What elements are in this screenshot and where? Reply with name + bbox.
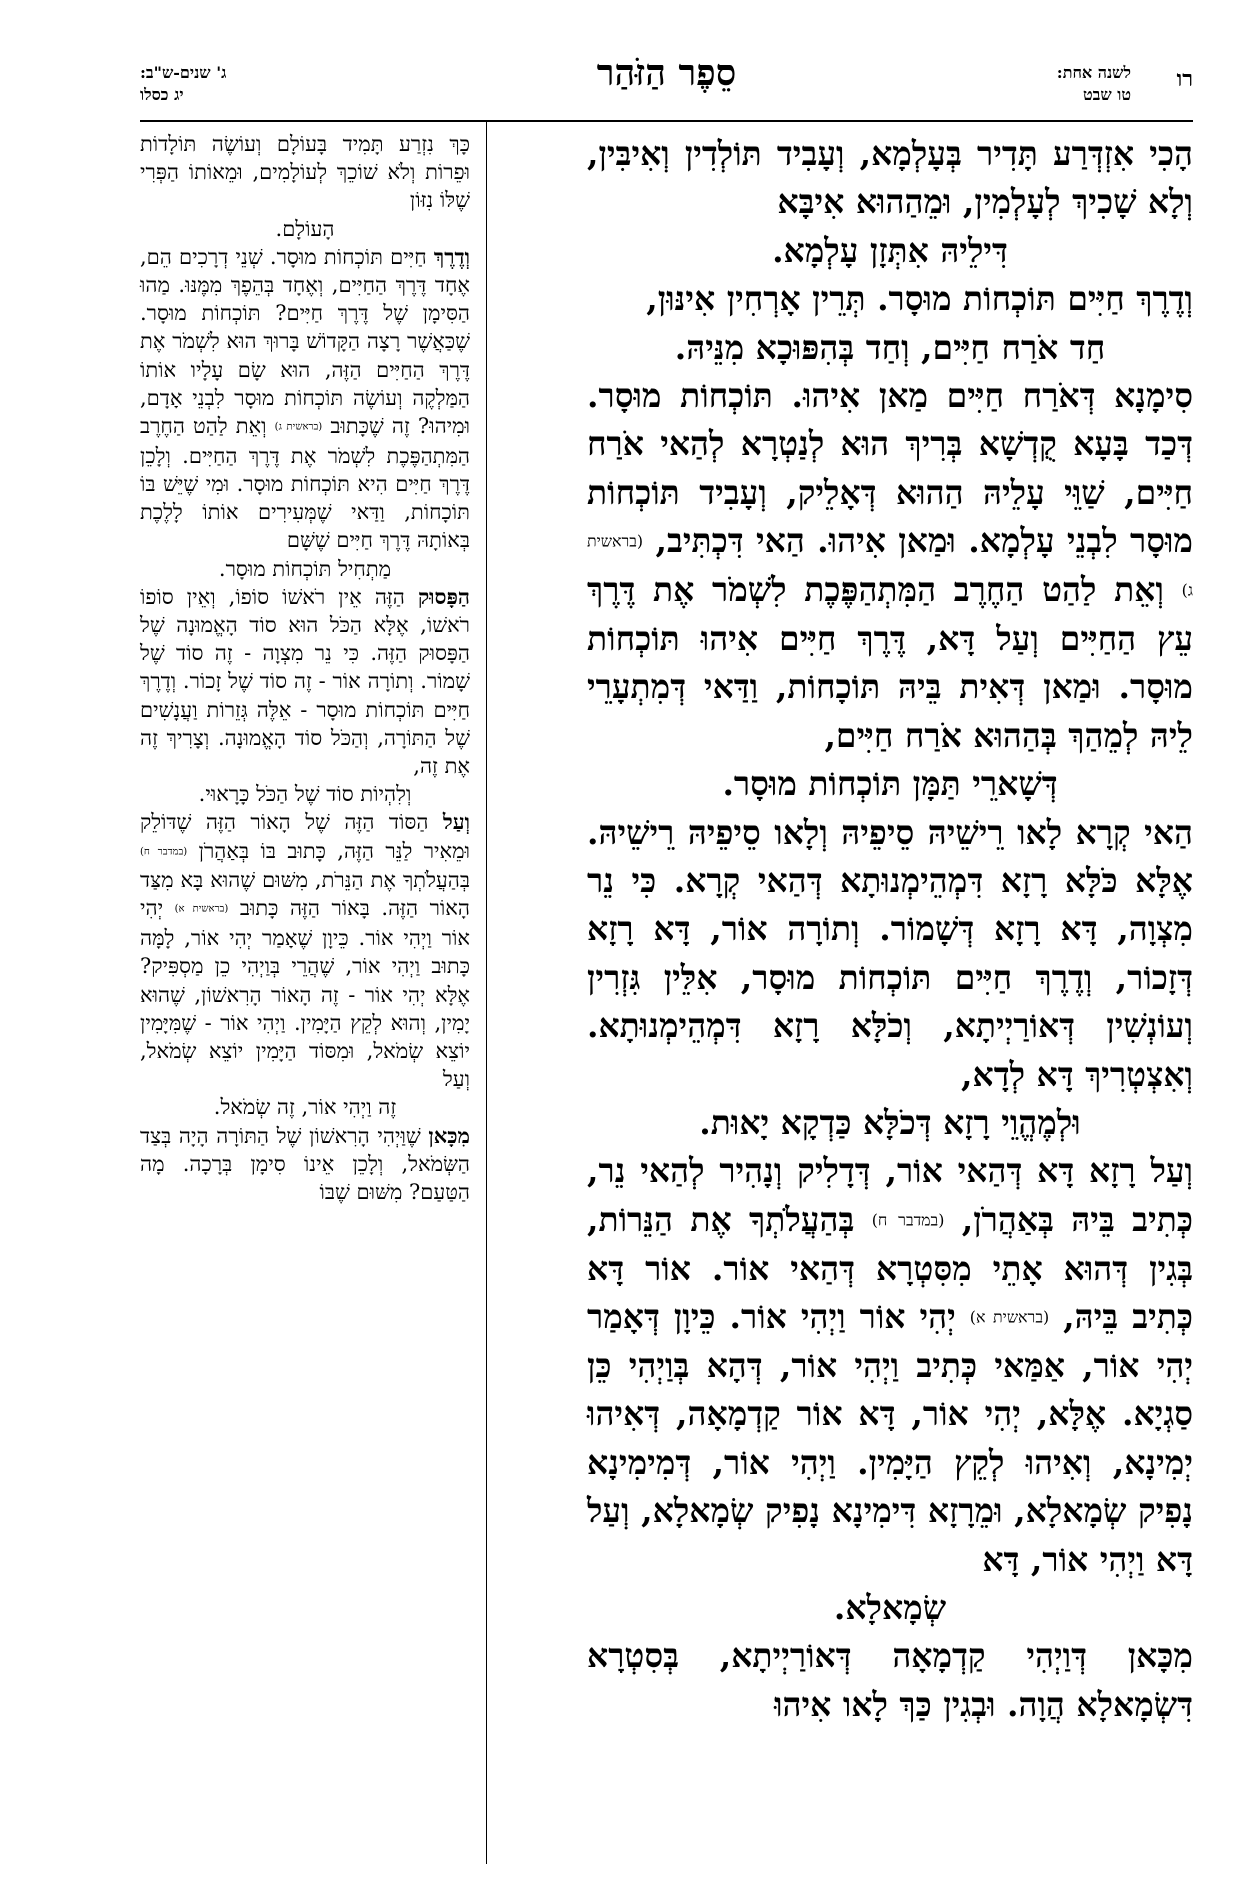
side-paragraph-1-end: הָעוֹלָם. [275,216,335,241]
verse-reference: (בראשית א) [174,903,229,915]
main-paragraph-1-end: דִּילֵיהּ אִתְּזָן עָלְמָא. [772,230,1008,270]
side-paragraph-2-end: מַתְחִיל תּוֹכְחוֹת מוּסָר. [218,556,392,581]
main-paragraph-4: הַאי קְרָא לָאו רֵישֵׁיהּ סֵיפֵיהּ וְלָאו סֵיפֵיהּ רֵישֵׁיהּ. אֶלָּא כֹּלָּא רָזָא דִּמְהֵימְנוּתָא דְּהַאי קְרָא. כִּי נֵר מִצְוָה, דָּא רָזָא דְּשָׁמוֹר. וְתוֹרָה אוֹר, דָּא רָזָא דְּזָכוֹר, וְדֶרֶךְ חַיִּים תּוֹכְחוֹת מוּסָר, אִלֵּין גִּזְרִין וְעוֹנְשִׁין דְּאוֹרַיְיתָא, וְכֹלָּא רָזָא דִּמְהֵימְנוּתָא. וְאִצְטְרִיךְ דָּא לְדָא, [587,812,1193,1094]
page-header [140,52,1193,122]
paragraph-lead-word: וְעַל [1150,1151,1193,1191]
schedule-date-right: טו שבט [1082,85,1131,104]
schedule-one-year: לשנה אחת: [1056,63,1131,82]
header-divider [140,120,1193,122]
hebrew-translation-column [140,130,470,1206]
paragraph-lead-word: וְדֶרֶךְ [1136,279,1193,319]
verse-reference: (בראשית ג) [587,531,1193,600]
paragraph-lead-word: הַפָּסוּק [417,583,470,609]
side-paragraph-5: מִכָּאן שֶׁוַּיְהִי הָרִאשׁוֹן שֶׁל הַתּוֹרָה הָיָה בְּצַד הַשְּׂמֹאל, וְלָכֵן אֵינוֹ סִימָן בְּרָכָה. מָה הַטַּעַם? מִשּׁוּם שֶׁבּוֹ [140,1122,470,1204]
paragraph-lead-word: וְדֶרֶךְ [433,243,470,269]
verse-reference: (במדבר ח) [871,1210,945,1230]
paragraph-lead-word: מִכָּאן [1127,1636,1193,1676]
main-paragraph-3: סִימָנָא דְּאֹרַח חַיִּים מַאן אִיהוּ. תּוֹכְחוֹת מוּסָר. דְּכַד בָּעָא קֻדְשָׁא בְּרִיךְ הוּא לְנַטְרָא לְהַאי אֹרַח חַיִּים, שַׁוֵּי עָלֵיהּ הַהוּא דְּאָלֵיק, וְעָבִיד תּוֹכְחוֹת מוּסָר לִבְנֵי עָלְמָא. וּמַאן אִיהוּ. הַאי דִּכְתִּיב, (בראשית ג) וְאֵת לַהַט הַחֶרֶב הַמִּתְהַפֶּכֶת לִשְׁמֹר אֶת דֶּרֶךְ עֵץ הַחַיִּים וְעַל דָּא, דֶּרֶךְ חַיִּים אִיהוּ תּוֹכְחוֹת מוּסָר. וּמַאן דְּאִית בֵּיהּ תּוֹכָחוֹת, וַדַּאי דְּמִתְעָרֵי לֵיהּ לְמֵהַךְ בְּהַהוּא אֹרַח חַיִּים, [587,376,1193,755]
main-paragraph-3-end: דְּשָׁארֵי תַּמָּן תּוֹכְחוֹת מוּסָר. [722,764,1058,804]
main-paragraph-6: מִכָּאן דְּוַיְהִי קַדְמָאָה דְּאוֹרַיְיתָא, בְּסִטְרָא דִּשְׂמָאלָא הֲוָה. וּבְגִין כַּךְ לָאו אִיהוּ [587,1636,1193,1724]
verse-reference: (בראשית ג) [274,421,323,433]
side-paragraph-1: כָּךְ נִזְרַע תָּמִיד בָּעוֹלָם וְעוֹשֶׂה תּוֹלָדוֹת וּפֵרוֹת וְלֹא שׁוֹכֵךְ לְעוֹלָמִים, וּמֵאוֹתוֹ הַפְּרִי שֶׁלּוֹ נִזּוֹן [140,132,470,213]
main-paragraph-5: וְעַל רָזָא דָּא דְּהַאי אוֹר, דְּדָלִיק וְנָהִיר לְהַאי נֵר, כְּתִיב בֵּיהּ בְּאַהֲרֹן, (במדבר ח) בְּהַעֲלֹתְךָ אֶת הַנֵּרוֹת, בְּגִין דְּהוּא אָתֵי מִסִּטְרָא דְּהַאי אוֹר. אוֹר דָּא כְּתִיב בֵּיהּ, (בראשית א) יְהִי אוֹר וַיְהִי אוֹר. כֵּיוָן דְּאָמַר יְהִי אוֹר, אַמַּאי כְּתִיב וַיְהִי אוֹר, דְּהָא בְּוַיְהִי כֵּן סַגְיָא. אֶלָּא, יְהִי אוֹר, דָּא אוֹר קַדְמָאָה, דְּאִיהוּ יְמִינָא, וְאִיהוּ לְקֵץ הַיָּמִין. וַיְהִי אוֹר, דְּמִימִינָא נָפִיק שְׂמָאלָא, וּמֵרָזָא דִּימִינָא נָפִיק שְׂמָאלָא, וְעַל דָּא וַיְהִי אוֹר, דָּא [587,1151,1194,1579]
verse-reference: (במדבר ח) [140,846,188,858]
side-paragraph-2: וְדֶרֶךְ חַיִּים תּוֹכְחוֹת מוּסָר. שְׁנֵי דְרָכִים הֵם, אֶחָד דֶּרֶךְ הַחַיִּים, וְאֶחָד בְּהֵפֶךְ מִמֶּנּוּ. מַהוּ הַסִּימָן שֶׁל דֶּרֶךְ חַיִּים? תּוֹכְחוֹת מוּסָר. שֶׁכַּאֲשֶׁר רָצָה הַקָּדוֹשׁ בָּרוּךְ הוּא לִשְׁמֹר אֶת דֶּרֶךְ הַחַיִּים הַזֶּה, הוּא שָׂם עָלָיו אוֹתוֹ הַמַּלְקֶה וְעוֹשֶׂה תּוֹכְחוֹת מוּסָר לִבְנֵי אָדָם, וּמִיהוּ? זֶה שֶׁכָּתוּב (בראשית ג) וְאֵת לַהַט הַחֶרֶב הַמִּתְהַפֶּכֶת לִשְׁמֹר אֶת דֶּרֶךְ הַחַיִּים. וְלָכֵן דֶּרֶךְ חַיִּים הִיא תּוֹכְחוֹת מוּסָר. וּמִי שֶׁיֵּשׁ בּוֹ תּוֹכָחוֹת, וַדַּאי שֶׁמְּעִירִים אוֹתוֹ לָלֶכֶת בְּאוֹתָהּ דֶּרֶךְ חַיִּים שֶׁשָּׁם [140,243,470,553]
main-paragraph-1: הָכִי אִזְדְּרַע תָּדִיר בְּעָלְמָא, וְעָבִיד תּוֹלְדִין וְאִיבִּין, וְלָא שָׁכִיךְ לְעָלְמִין, וּמֵהַהוּא אִיבָּא [587,134,1193,222]
schedule-date-left: יג כסלו [140,85,184,104]
main-paragraph-2-end: חַד אֹרַח חַיִּים, וְחַד בְּהִפּוּכָא מִנֵּיהּ. [674,327,1106,367]
book-title: סֵפֶר הַזֹּהַר [596,52,737,94]
aramaic-main-column [587,130,1193,1729]
verse-reference: (בראשית א) [969,1307,1050,1327]
main-paragraph-2: וְדֶרֶךְ חַיִּים תּוֹכְחוֹת מוּסָר. תְּרֵין אָרְחִין אִינּוּן, [646,279,1193,319]
paragraph-lead-word: הַאי [1144,812,1193,852]
side-paragraph-4-end: זֶה וַיְהִי אוֹר, זֶה שְׂמֹאל. [213,1095,397,1120]
side-paragraph-4: וְעַל הַסּוֹד הַזֶּה שֶׁל הָאוֹר הַזֶּה שֶׁדּוֹלֵק וּמֵאִיר לַנֵּר הַזֶּה, כָּתוּב בּוֹ בְּאַהֲרֹן (במדבר ח) בְּהַעֲלֹתְךָ אֶת הַנֵּרֹת, מִשּׁוּם שֶׁהוּא בָּא מִצַּד הָאוֹר הַזֶּה. בָּאוֹר הַזֶּה כָּתוּב (בראשית א) יְהִי אוֹר וַיְהִי אוֹר. כֵּיוָן שֶׁאָמַר יְהִי אוֹר, לָמָּה כָּתוּב וַיְהִי אוֹר, שֶׁהֲרֵי בְּוַיְהִי כֵן מַסְפִּיק? אֶלָּא יְהִי אוֹר - זֶה הָאוֹר הָרִאשׁוֹן, שֶׁהוּא יָמִין, וְהוּא לְקֵץ הַיָּמִין. וַיְהִי אוֹר - שֶׁמִּיָּמִין יוֹצֵא שְׂמֹאל, וּמִסּוֹד הַיָּמִין יוֹצֵא שְׂמֹאל, וְעַל [140,809,470,1092]
page-number: רו [1176,66,1193,92]
schedule-three-year: ג' שנים-ש"ב: [140,63,227,82]
paragraph-lead-word: וְעַל [442,809,470,835]
main-paragraph-4-end: וּלְמֶהֱוֵי רָזָא דְּכֹלָּא כַּדְקָא יָאוּת. [699,1103,1081,1143]
paragraph-lead-word: מִכָּאן [428,1122,470,1148]
study-schedule-left [140,62,226,106]
column-divider [486,120,487,1864]
side-paragraph-3-end: וְלִהְיוֹת סוֹד שֶׁל הַכֹּל כָּרָאוּי. [198,782,412,807]
main-paragraph-5-end: שְׂמָאלָא. [833,1588,947,1628]
side-paragraph-3: הַפָּסוּק הַזֶּה אֵין רֹאשׁוֹ סוֹפוֹ, וְאֵין סוֹפוֹ רֹאשׁוֹ, אֶלָּא הַכֹּל הוּא סוֹד הָאֱמוּנָה שֶׁל הַפָּסוּק הַזֶּה. כִּי נֵר מִצְוָה - זֶה סוֹד שֶׁל שָׁמוֹר. וְתוֹרָה אוֹר - זֶה סוֹד שֶׁל זָכוֹר. וְדֶרֶךְ חַיִּים תּוֹכְחוֹת מוּסָר - אֵלֶּה גְּזֵרוֹת וַעֲנָשִׁים שֶׁל הַתּוֹרָה, וְהַכֹּל סוֹד הָאֱמוּנָה. וְצָרִיךְ זֶה אֶת זֶה, [140,583,470,778]
